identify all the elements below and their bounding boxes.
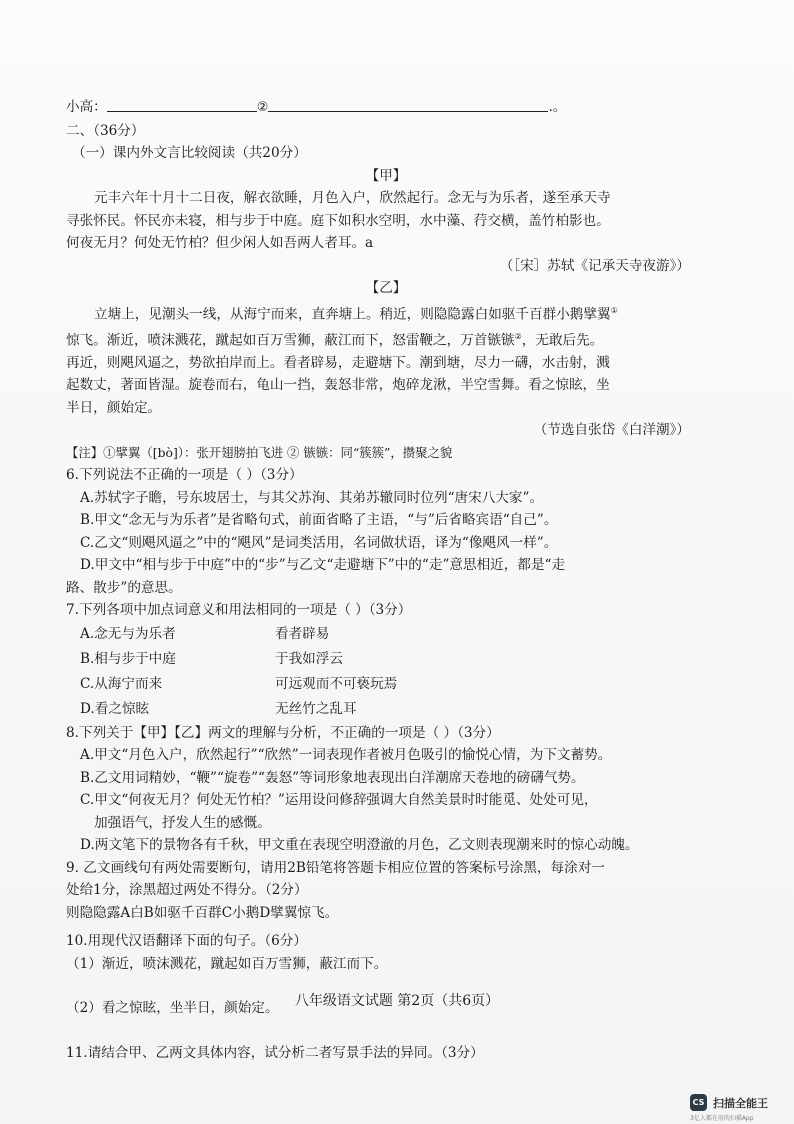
question-8-option: A.甲文“月色入户，欣然起行”“欣然”一词表现作者被月色吸引的愉悦心情，为下文蓄势。 [80,747,612,764]
passage-b-source: （节选自张岱《白洋潮》） [533,422,690,439]
question-8-option: B.乙文用词精妙，“鞭”“旋卷”“轰怒”等词形象地表现出白洋潮席天卷地的磅礴气势。 [80,769,585,786]
question-8-option: C.甲文“何夜无月？何处无竹柏？”运用设问修辞强调大自然美景时时能觅、处处可见， [80,792,598,809]
passage-b-line: 半日，颜始定。 [66,399,162,416]
page-footer: 八年级语文试题 第2页（共6页） [294,993,500,1009]
scanner-name: 扫描全能王 [713,1096,768,1110]
question-6-option: B.甲文“念无与为乐者”是省略句式，前面省略了主语，“与”后省略宾语“自己”。 [80,512,558,529]
question-6-option-cont: 路、散步”的意思。 [66,579,182,596]
question-7-row [66,697,706,722]
passage-a-source: （［宋］苏轼《记承天寺夜游》） [499,257,690,274]
question-8-stem: 8.下列关于【甲】【乙】两文的理解与分析，不正确的一项是（ ）（3分） [66,724,500,741]
passage-b-line [66,326,706,352]
circled-number: ② [256,100,269,115]
question-9-stem: 9. 乙文画线句有两处需要断句，请用2B铅笔将答题卡相应位置的答案标号涂黑，每涂对一 [66,859,605,876]
footnote-marker-2: ② [514,331,522,341]
question-6-option: C.乙文“则飓风逼之”中的“飓风”是词类活用，名词做状语，译为“像飓风一样”。 [80,534,558,551]
passage-a-heading: 【甲】 [365,167,407,184]
question-7-stem: 7.下列各项中加点词意义和用法相同的一项是（ ）（3分） [66,602,412,619]
question-8-option-cont: 加强语气，抒发人生的感慨。 [94,814,271,831]
passage-b-heading: 【乙】 [365,280,407,296]
question-7-left: D.看之惊眩 [80,700,150,717]
passage-b-text: 立塘上，见潮头一线，从海宁而来，直奔塘上。稍近，则隐隐露白如驱千百群小鹅擘翼 [94,306,611,323]
question-7-row [66,647,706,672]
question-7-right: 看者辟易 [275,625,330,642]
question-7-left: C.从海宁而来 [80,675,163,692]
answer-blank-1 [107,111,257,112]
answer-line [66,96,706,120]
question-7-row [66,672,706,697]
passage-a-line: 何夜无月？何处无竹柏？但少闲人如吾两人者耳。a [66,235,374,251]
question-9-sentence: 则隐隐露A白B如驱千百群C小鹅D擘翼惊飞。 [66,904,339,921]
passage-b-text: 惊飞。渐近，喷沫溅花，蹴起如百万雪狮，蔽江而下，怒雷鞭之，万首镞镞 [66,332,515,349]
question-7-right: 无丝竹之乱耳 [275,700,357,717]
question-6-option: D.甲文中“相与步于中庭”中的“步”与乙文“走避塘下”中的“走”意思相近，都是“走 [80,557,566,574]
scanner-watermark [690,1094,768,1122]
answer-label: 小高： [66,99,107,115]
question-7-right: 于我如浮云 [275,650,343,667]
scanner-logo-icon: CS [690,1094,707,1111]
answer-blank-2 [268,111,548,112]
passage-b-line: 再近，则飓风逼之，势欲拍岸而上。看者辟易，走避塘下。潮到塘，尽力一礴，水击射，溅 [66,354,610,371]
annotation-note: 【注】①擘翼（[bò]）：张开翅膀拍飞进 ② 镞镞：同“簇簇”，攒聚之貌 [66,444,453,460]
section-heading: 二、（36分） [66,122,145,139]
question-7-left: A.念无与为乐者 [80,625,176,642]
passage-b-line [66,300,706,326]
question-7-right: 可远观而不可亵玩焉 [275,675,398,692]
passage-a-line: 元丰六年十月十二日夜，解衣欲睡，月色入户，欣然起行。念无与为乐者，遂至承天寺 [94,190,611,206]
question-10-item: （1）渐近，喷沫溅花，蹴起如百万雪狮，蔽江而下。 [66,955,388,972]
passage-b-text: ，无敢后先。 [521,332,604,349]
passage-a-line: 寻张怀民。怀民亦未寝，相与步于中庭。庭下如积水空明，水中藻、荇交横，盖竹柏影也。 [66,212,610,229]
subsection-heading: （一）课内外文言比较阅读（共20分） [72,145,307,161]
footnote-marker-1: ① [610,305,618,315]
question-10-stem: 10.用现代汉语翻译下面的句子。（6分） [66,933,307,950]
question-6-stem: 6.下列说法不正确的一项是（ ）（3分） [66,467,303,484]
question-7-left: B.相与步于中庭 [80,650,176,667]
exam-content [66,96,706,1064]
passage-b-line: 起数丈，著面皆湿。旋卷而右，龟山一挡，轰怒非常，炮碎龙湫，半空雪舞。看之惊眩，坐 [66,377,610,394]
scanner-slogan: 3亿人都在用的扫描App [690,1115,754,1122]
question-8-option: D.两文笔下的景物各有千秋，甲文重在表现空明澄澈的月色，乙文则表现潮来时的惊心动魄。 [80,837,639,854]
answer-line-end: .。 [548,99,567,115]
question-11-stem: 11.请结合甲、乙两文具体内容，试分析二者写景手法的异同。（3分） [66,1044,484,1061]
question-9-stem-cont: 处给1分，涂黑超过两处不得分。（2分） [66,882,308,899]
question-6-option: A.苏轼字子瞻，号东坡居士，与其父苏洵、其弟苏辙同时位列“唐宋八大家”。 [80,489,544,506]
question-10-item: （2）看之惊眩，坐半日，颜始定。 [66,1000,279,1017]
question-7-row [66,622,706,647]
